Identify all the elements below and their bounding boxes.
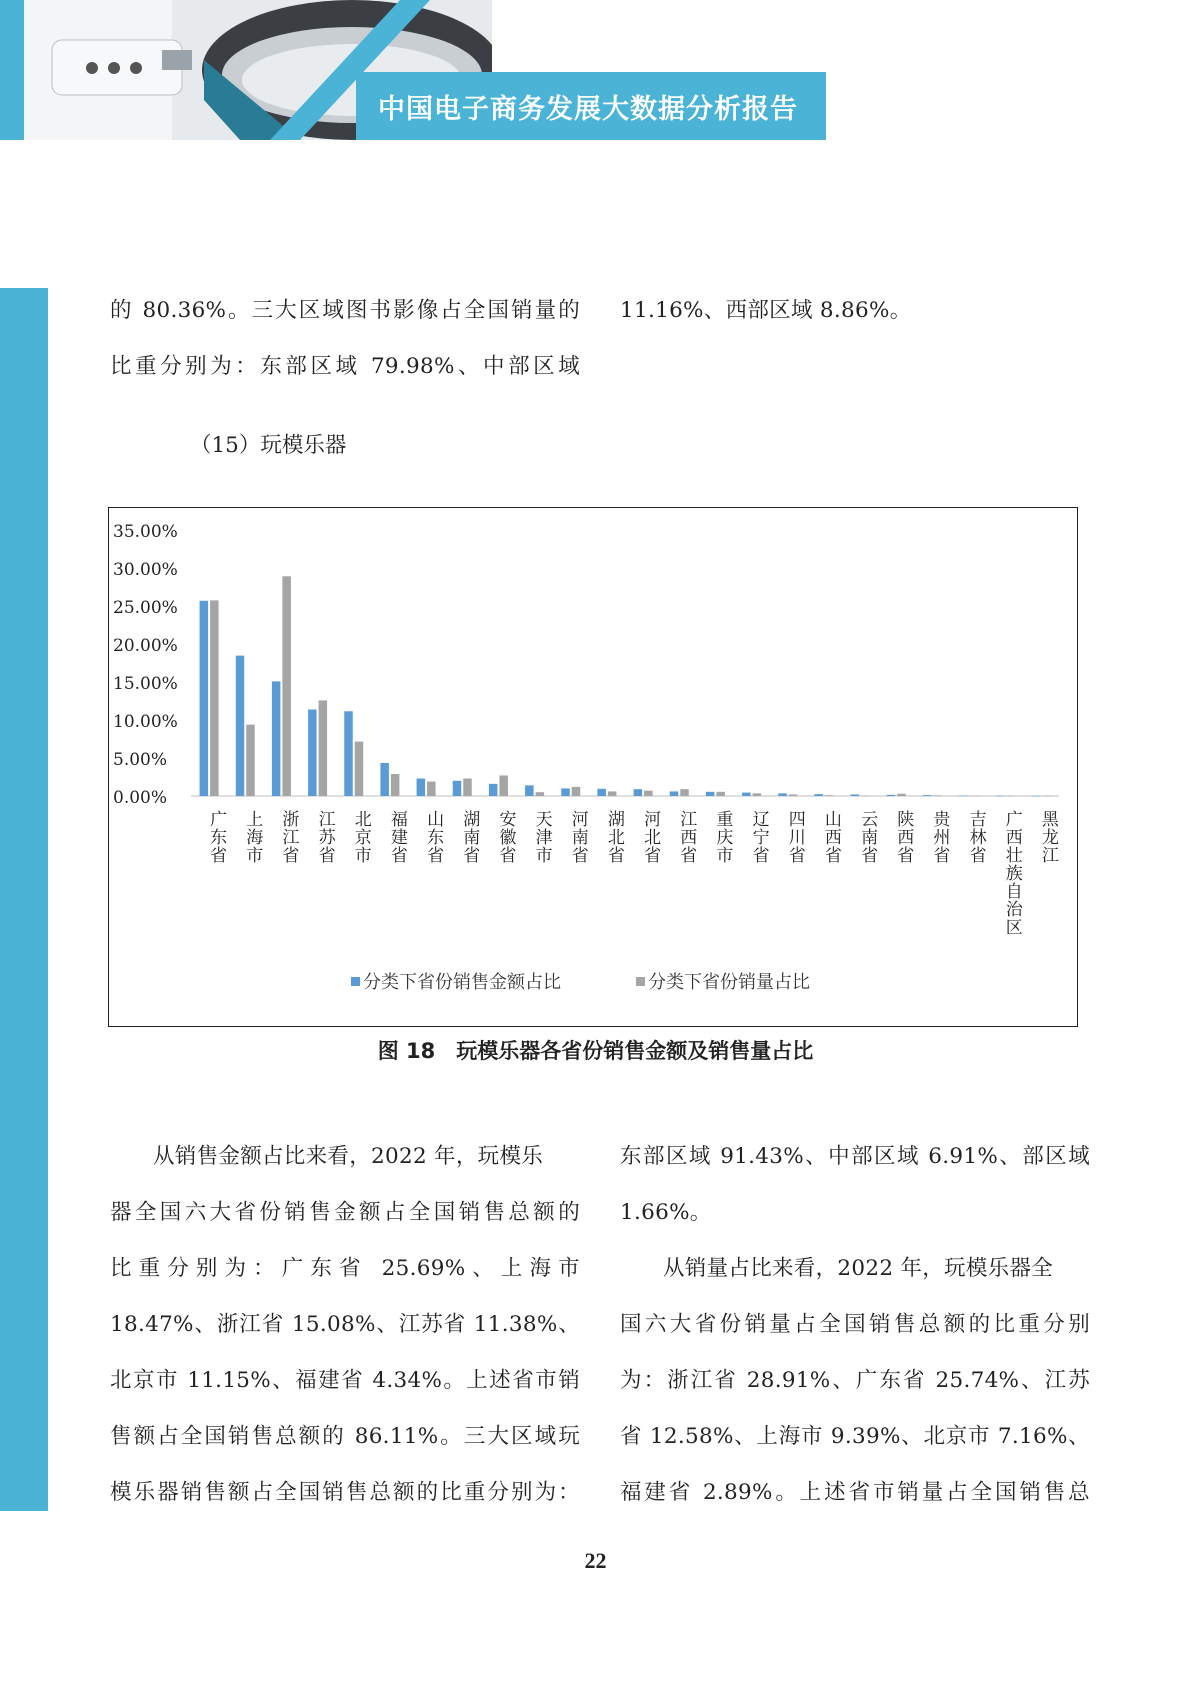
legend-label: 分类下省份销量占比 [648,972,810,993]
body-text-left [110,1129,580,1521]
bar-sales-amount [778,793,787,796]
text-line: 省 12.58%、上海市 9.39%、北京市 7.16%、 [620,1424,1090,1449]
bar-sales-amount [525,785,534,796]
bar-sales-amount [742,793,751,796]
bar-sales-amount [634,789,643,796]
side-accent-strip [0,288,48,1511]
bar-sales-amount [814,794,823,796]
x-category-label: 吉林省 [965,810,986,864]
bar-sales-volume [536,792,545,796]
bar-sales-amount [417,779,426,796]
bar-sales-volume [861,796,870,797]
bar-sales-volume [789,794,798,796]
x-category-label: 河南省 [567,810,588,864]
x-category-label: 江西省 [676,810,697,864]
bar-sales-volume [572,787,581,796]
bar-sales-amount [489,784,498,796]
bar-sales-amount [995,796,1004,797]
legend-swatch-sales-volume [636,977,645,986]
text-line: 为：浙江省 28.91%、广东省 25.74%、江苏 [620,1368,1090,1393]
text-line: 的 80.36%。三大区域图书影像占全国销量的 [110,298,580,323]
y-tick-label: 5.00% [113,750,168,770]
bar-sales-amount [706,792,715,796]
bar-sales-volume [933,795,942,796]
x-category-label: 浙江省 [278,810,299,864]
bar-sales-volume [753,793,762,796]
text-line: 国六大省份销量占全国销售总额的比重分别 [620,1312,1090,1337]
bar-sales-amount [597,789,606,796]
y-tick-label: 30.00% [113,560,178,580]
bar-sales-volume [716,792,725,796]
bar-sales-volume [282,576,291,796]
x-category-label: 河北省 [640,810,661,864]
bar-sales-amount [380,763,389,796]
text-line: 比重分别为：广东省 25.69%、上海市 [110,1256,580,1281]
x-category-label: 山西省 [820,810,841,864]
bar-sales-volume [463,779,472,796]
bar-sales-amount [200,601,209,796]
bar-sales-volume [427,782,436,796]
bar-sales-amount [670,791,679,796]
x-category-label: 云南省 [857,810,878,864]
text-line: 东部区域 91.43%、中部区域 6.91%、部区域 [620,1144,1090,1169]
x-category-label: 北京市 [350,810,371,864]
top-text-right [620,283,1090,339]
bar-sales-volume [897,794,906,796]
x-category-label: 重庆市 [712,810,733,864]
bar-sales-amount [236,656,245,796]
text-line: 1.66%。 [620,1200,712,1225]
x-category-label: 广西壮族自治区 [1001,810,1022,936]
text-line: 售额占全国销售总额的 86.11%。三大区域玩 [110,1424,580,1449]
x-category-label: 山东省 [423,810,444,864]
bar-sales-amount [1031,796,1040,797]
bar-sales-volume [210,600,219,796]
x-category-label: 上海市 [242,810,263,864]
bar-sales-volume [499,775,508,796]
bar-sales-volume [355,742,364,796]
bar-sales-volume [644,791,653,796]
x-category-label: 陕西省 [893,810,914,864]
bar-sales-amount [851,794,860,796]
legend-swatch-sales-amount [351,977,360,986]
x-category-label: 湖北省 [603,810,624,864]
text-line: 18.47%、浙江省 15.08%、江苏省 11.38%、 [110,1312,580,1337]
x-category-label: 贵州省 [929,810,950,864]
y-tick-label: 0.00% [113,788,168,808]
y-tick-label: 10.00% [113,712,178,732]
y-tick-label: 15.00% [113,674,178,694]
x-category-label: 辽宁省 [748,810,769,864]
legend-label: 分类下省份销售金额占比 [363,972,561,993]
text-line: 比重分别为：东部区域 79.98%、中部区域 [110,354,580,379]
text-line: 11.16%、西部区域 8.86%。 [620,298,912,323]
y-tick-label: 35.00% [113,522,178,542]
body-text-right [620,1129,1090,1521]
section-heading: （15）玩模乐器 [190,433,347,458]
x-category-label: 福建省 [386,810,407,864]
text-line: 福建省 2.89%。上述省市销量占全国销售总 [620,1480,1090,1505]
bar-sales-amount [308,710,317,796]
bar-sales-amount [959,796,968,797]
bar-sales-volume [1006,796,1015,797]
x-category-label: 黑龙江 [1037,810,1058,864]
chart-frame [108,507,1078,1027]
text-line: 从销售金额占比来看，2022 年，玩模乐 [153,1144,544,1169]
bar-sales-volume [246,725,255,796]
x-category-label: 天津市 [531,810,552,864]
text-line: 模乐器销售额占全国销售总额的比重分别为： [110,1480,580,1505]
bar-sales-volume [1042,796,1051,797]
bar-sales-amount [561,788,570,796]
bar-chart [109,508,1076,1025]
page-number: 22 [584,1548,607,1573]
x-category-label: 广东省 [206,810,227,864]
bar-sales-volume [319,700,328,796]
bar-sales-volume [825,795,834,796]
x-category-label: 江苏省 [314,810,335,864]
bar-sales-amount [887,795,896,796]
x-category-label: 安徽省 [495,810,516,864]
bar-sales-volume [391,774,400,796]
bar-sales-volume [970,796,979,797]
x-category-label: 湖南省 [459,810,480,864]
bar-sales-amount [272,681,281,796]
chart-caption: 图 18 玩模乐器各省份销售金额及销售量占比 [377,1039,814,1063]
bar-sales-amount [453,781,462,796]
bar-sales-amount [923,795,932,796]
report-title-banner: 中国电子商务发展大数据分析报告 [356,72,826,140]
y-tick-label: 25.00% [113,598,178,618]
y-tick-label: 20.00% [113,636,178,656]
text-line: 器全国六大省份销售金额占全国销售总额的 [110,1200,580,1225]
bar-sales-amount [344,711,353,796]
text-line: 从销量占比来看，2022 年，玩模乐器全 [663,1256,1054,1281]
x-category-label: 四川省 [784,810,805,864]
bar-sales-volume [608,791,617,796]
text-line: 北京市 11.15%、福建省 4.34%。上述省市销 [110,1368,580,1393]
top-text-left [110,283,580,395]
bar-sales-volume [680,789,689,796]
